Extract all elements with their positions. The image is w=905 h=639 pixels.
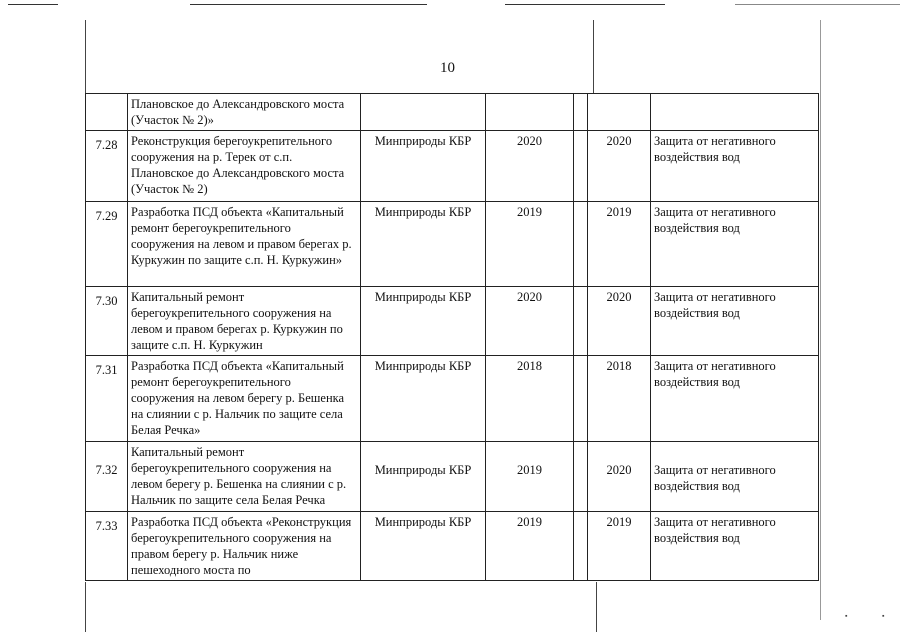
measure-name: Капитальный ремонт берегоукрепительного сооружения на левом и правом берегах р. Куркужин по защите с.п. Н. Куркужин [128, 287, 361, 356]
scan-mark: ▪ [845, 612, 848, 620]
executor: Минприроды КБР [361, 356, 486, 442]
measure-name: Реконструкция берегоукрепительного сооружения на р. Терек от с.п. Плановское до Александровского моста (Участок № 2) [128, 131, 361, 202]
table-row [86, 512, 819, 581]
start-year [486, 94, 574, 131]
row-number: 7.28 [86, 131, 128, 202]
row-number: 7.31 [86, 356, 128, 442]
row-number: 7.32 [86, 442, 128, 512]
inner-line-top [593, 20, 594, 93]
measures-table [85, 93, 819, 581]
table-row [86, 442, 819, 512]
table-row [86, 202, 819, 287]
executor: Минприроды КБР [361, 202, 486, 287]
measure-name: Разработка ПСД объекта «Капитальный ремонт берегоукрепительного сооружения на левом и правом берегах р. Куркужин по защите с.п. Н. Куркужин» [128, 202, 361, 287]
spacer-cell [574, 202, 588, 287]
spacer-cell [574, 356, 588, 442]
end-year: 2020 [588, 131, 651, 202]
top-rule-left [8, 4, 58, 5]
end-year: 2020 [588, 442, 651, 512]
start-year: 2019 [486, 202, 574, 287]
measure-name: Капитальный ремонт берегоукрепительного сооружения на левом берегу р. Бешенка на слиянии с р. Нальчик по защите села Белая Речка [128, 442, 361, 512]
goal: Защита от негативного воздействия вод [651, 131, 819, 202]
goal: Защита от негативного воздействия вод [651, 356, 819, 442]
row-number: 7.33 [86, 512, 128, 581]
left-margin-line-bottom [85, 582, 86, 632]
executor: Минприроды КБР [361, 442, 486, 512]
top-rule-mid [190, 4, 427, 5]
left-margin-line [85, 20, 86, 93]
inner-line-bottom [596, 582, 597, 632]
end-year [588, 94, 651, 131]
spacer-cell [574, 287, 588, 356]
row-number [86, 94, 128, 131]
end-year: 2020 [588, 287, 651, 356]
spacer-cell [574, 94, 588, 131]
top-rule-right [505, 4, 665, 5]
goal: Защита от негативного воздействия вод [651, 442, 819, 512]
scan-mark: ▪ [882, 612, 885, 620]
right-margin-line [820, 20, 821, 620]
goal [651, 94, 819, 131]
goal: Защита от негативного воздействия вод [651, 287, 819, 356]
table-row [86, 94, 819, 131]
start-year: 2020 [486, 287, 574, 356]
table-row [86, 287, 819, 356]
spacer-cell [574, 131, 588, 202]
row-number: 7.29 [86, 202, 128, 287]
measure-name: Разработка ПСД объекта «Капитальный ремонт берегоукрепительного сооружения на левом берегу р. Бешенка на слиянии с р. Нальчик по защите села Белая Речка» [128, 356, 361, 442]
start-year: 2019 [486, 442, 574, 512]
spacer-cell [574, 512, 588, 581]
top-rule-far [735, 4, 900, 5]
executor: Минприроды КБР [361, 287, 486, 356]
goal: Защита от негативного воздействия вод [651, 512, 819, 581]
start-year: 2020 [486, 131, 574, 202]
executor: Минприроды КБР [361, 131, 486, 202]
table-row [86, 356, 819, 442]
goal: Защита от негативного воздействия вод [651, 202, 819, 287]
spacer-cell [574, 442, 588, 512]
row-number: 7.30 [86, 287, 128, 356]
end-year: 2019 [588, 512, 651, 581]
executor [361, 94, 486, 131]
end-year: 2018 [588, 356, 651, 442]
start-year: 2019 [486, 512, 574, 581]
measure-name: Плановское до Александровского моста (Участок № 2)» [128, 94, 361, 131]
executor: Минприроды КБР [361, 512, 486, 581]
end-year: 2019 [588, 202, 651, 287]
start-year: 2018 [486, 356, 574, 442]
page-number: 10 [440, 60, 455, 76]
measure-name: Разработка ПСД объекта «Реконструкция берегоукрепительного сооружения на правом берегу р. Нальчик ниже пешеходного моста по [128, 512, 361, 581]
table-row [86, 131, 819, 202]
